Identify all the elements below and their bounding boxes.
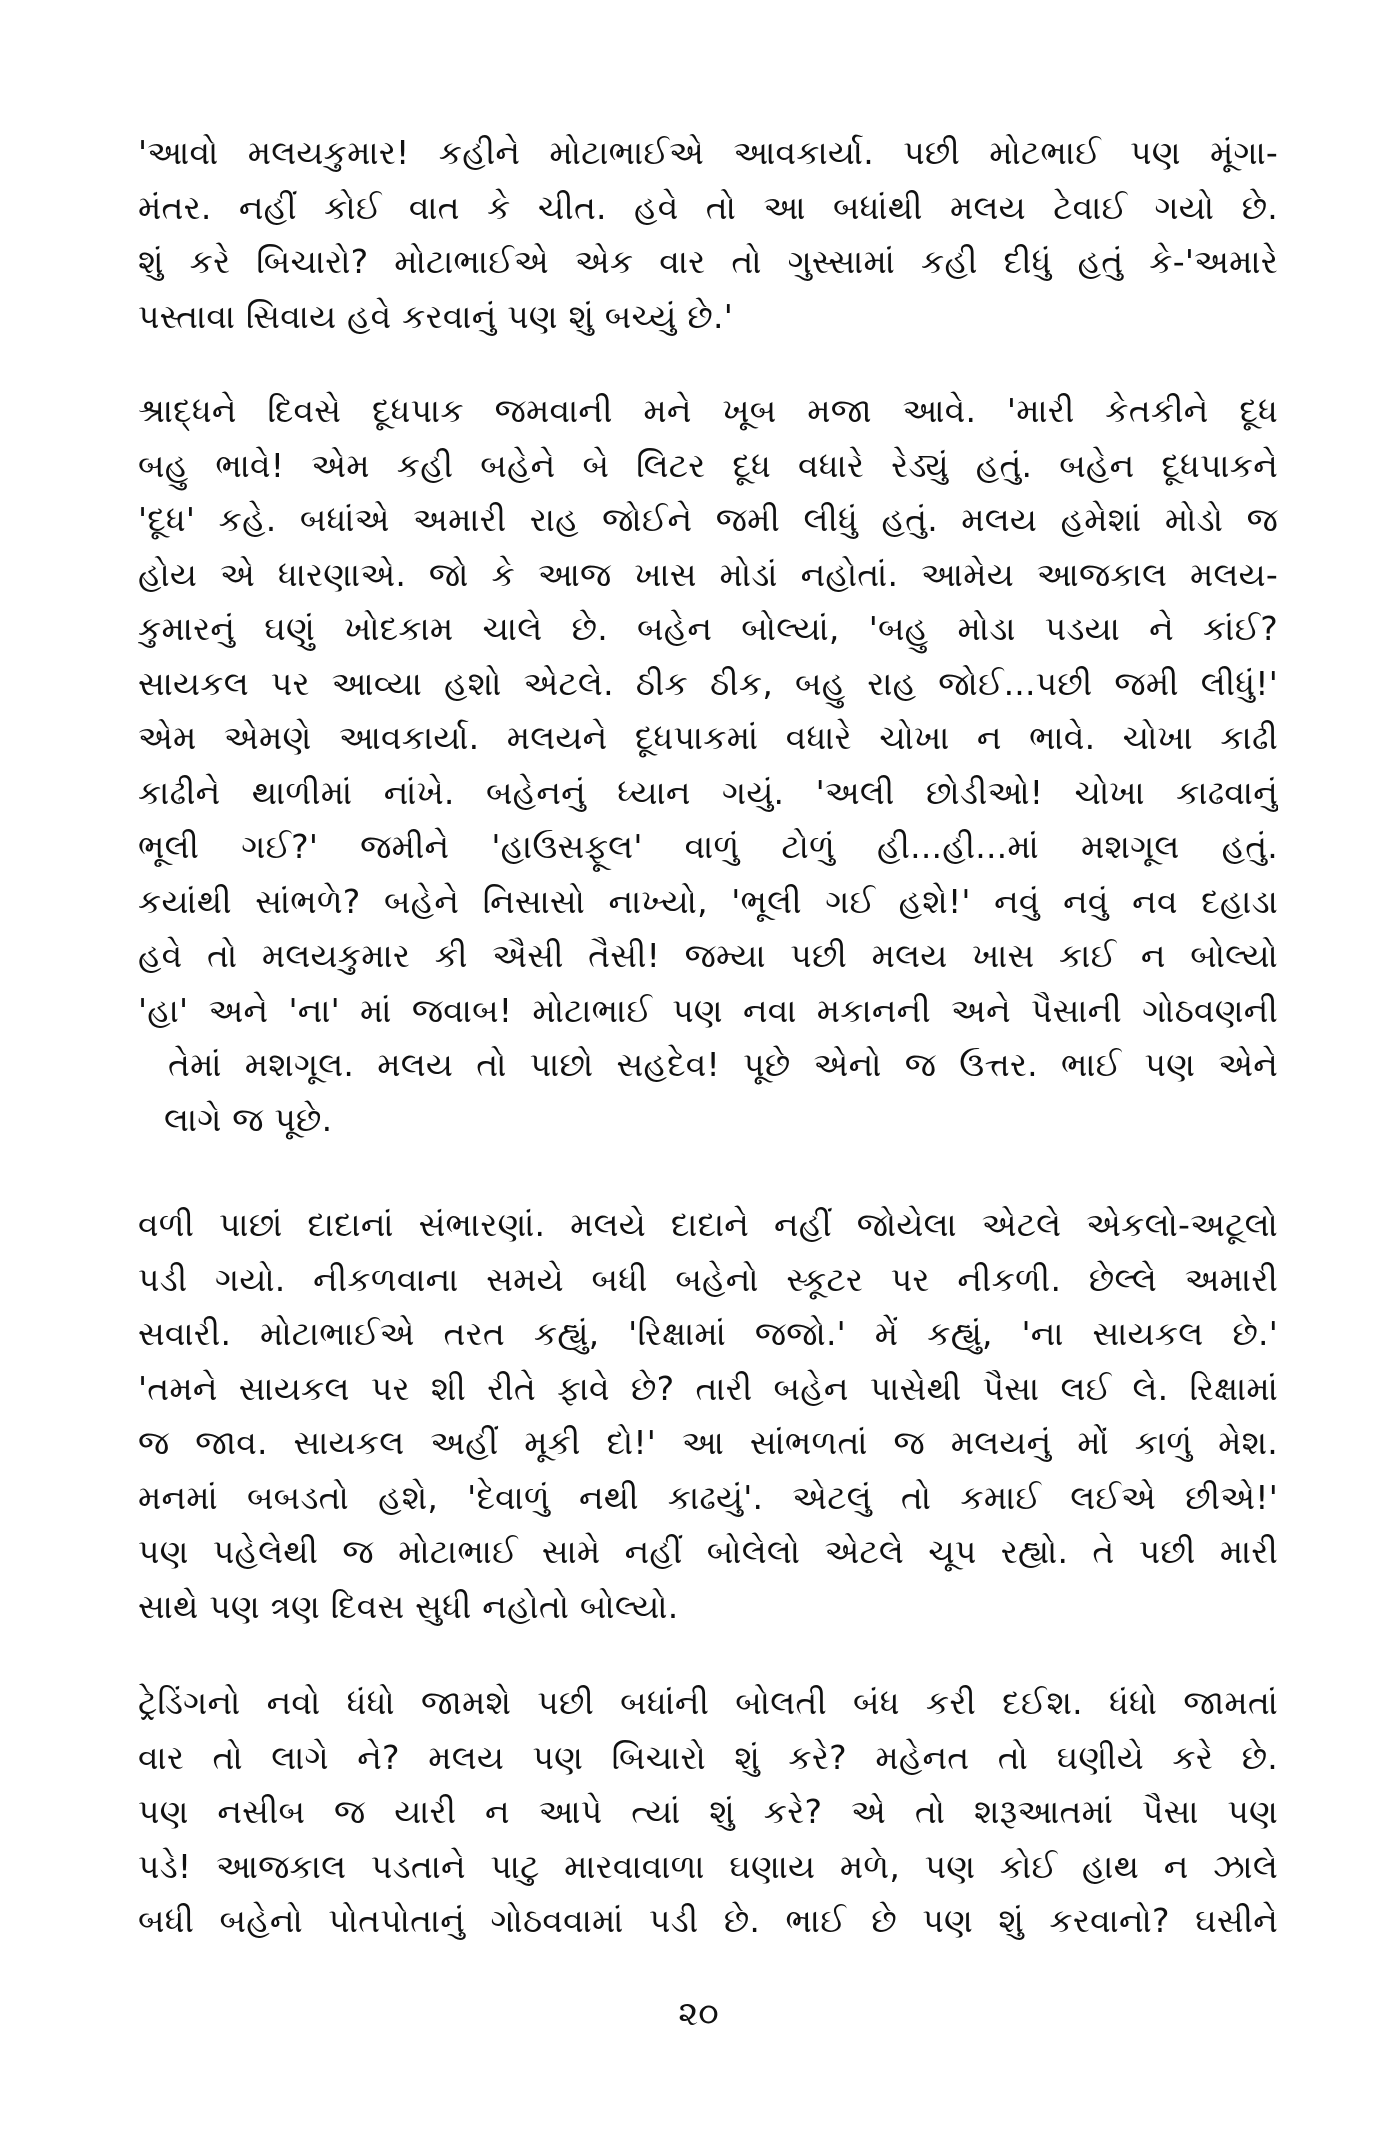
paragraph-3 <box>138 1198 1278 1634</box>
paragraph-line: 'હા' અને 'ના' માં જવાબ! મોટાભાઈ પણ નવા મકાનની અને પૈસાની ગોઠવણની <box>138 990 1278 1030</box>
paragraph-line: પણ પહેલેથી જ મોટાભાઈ સામે નહીં બોલેલો એટલે ચૂપ રહ્યો. તે પછી મારી <box>138 1532 1278 1571</box>
page-number: ૨૦ <box>678 1994 719 2034</box>
paragraph-line: પડે! આજકાલ પડતાને પાટુ મારવાવાળા ઘણાય મળે, પણ કોઈ હાથ ન ઝાલે <box>138 1846 1278 1886</box>
paragraph-line: 'દૂધ' કહે. બધાંએ અમારી રાહ જોઈને જમી લીધું હતું. મલય હમેશાં મોડો જ <box>138 500 1278 539</box>
paragraph-4 <box>138 1676 1278 1949</box>
paragraph-line: કુમારનું ઘણું ખોદકામ ચાલે છે. બહેન બોલ્યાં, 'બહુ મોડા પડયા ને કાંઈ? <box>138 609 1278 648</box>
paragraph-line: લાગે જ પૂછે. <box>164 1099 333 1139</box>
paragraph-line: વળી પાછાં દાદાનાં સંભારણાં. મલયે દાદાને નહીં જોયેલા એટલે એકલો-અટૂલો <box>138 1205 1278 1244</box>
paragraph-line: તેમાં મશગૂલ. મલય તો પાછો સહદેવ! પૂછે એનો જ ઉત્તર. ભાઈ પણ એને <box>168 1045 1278 1084</box>
paragraph-line: વાર તો લાગે ને? મલય પણ બિચારો શું કરે? મહેનત તો ઘણીયે કરે છે. <box>138 1737 1278 1777</box>
paragraph-1 <box>138 126 1278 344</box>
paragraph-line: શું કરે બિચારો? મોટાભાઈએ એક વાર તો ગુસ્સામાં કહી દીધું હતું કે-'અમારે <box>138 242 1278 281</box>
paragraph-line: મંતર. નહીં કોઈ વાત કે ચીત. હવે તો આ બધાંથી મલય ટેવાઈ ગયો છે. <box>138 187 1278 227</box>
paragraph-line: મનમાં બબડતો હશે, 'દેવાળું નથી કાઢયું'. એટલું તો કમાઈ લઈએ છીએ!' <box>138 1477 1278 1517</box>
paragraph-line: ટ્રેડિંગનો નવો ધંધો જામશે પછી બધાંની બોલતી બંધ કરી દઈશ. ધંધો જામતાં <box>138 1683 1278 1722</box>
paragraph-line: પડી ગયો. નીકળવાના સમયે બધી બહેનો સ્કૂટર પર નીકળી. છેલ્લે અમારી <box>138 1259 1278 1299</box>
paragraph-line: શ્રાદ્ધને દિવસે દૂધપાક જમવાની મને ખૂબ મજા આવે. 'મારી કેતકીને દૂધ <box>138 391 1278 430</box>
paragraph-line: પણ નસીબ જ યારી ન આપે ત્યાં શું કરે? એ તો શરૂઆતમાં પૈસા પણ <box>138 1792 1278 1831</box>
paragraph-line: હવે તો મલયકુમાર કી ઐસી તૈસી! જમ્યા પછી મલય ખાસ કાઈ ન બોલ્યો <box>138 936 1278 975</box>
paragraph-line: હોય એ ધારણાએ. જો કે આજ ખાસ મોડાં નહોતાં. આમેય આજકાલ મલય- <box>138 554 1278 594</box>
paragraph-line: 'તમને સાયકલ પર શી રીતે ફાવે છે? તારી બહેન પાસેથી પૈસા લઈ લે. રિક્ષામાં <box>138 1368 1278 1408</box>
paragraph-2 <box>138 384 1278 1147</box>
paragraph-line: સાથે પણ ત્રણ દિવસ સુધી નહોતો બોલ્યો. <box>138 1586 679 1626</box>
paragraph-line: કાઢીને થાળીમાં નાંખે. બહેનનું ધ્યાન ગયું. 'અલી છોડીઓ! ચોખા કાઢવાનું <box>138 772 1278 812</box>
paragraph-line: કયાંથી સાંભળે? બહેને નિસાસો નાખ્યો, 'ભૂલી ગઈ હશે!' નવું નવું નવ દહાડા <box>138 881 1278 921</box>
paragraph-line: ભૂલી ગઈ?' જમીને 'હાઉસફૂલ' વાળું ટોળું હી...હી...માં મશગૂલ હતું. <box>138 827 1278 866</box>
paragraph-line: બધી બહેનો પોતપોતાનું ગોઠવવામાં પડી છે. ભાઈ છે પણ શું કરવાનો? ઘસીને <box>138 1901 1278 1940</box>
paragraph-line: બહુ ભાવે! એમ કહી બહેને બે લિટર દૂધ વધારે રેડ્યું હતું. બહેન દૂધપાકને <box>138 445 1278 485</box>
paragraph-line: જ જાવ. સાયકલ અહીં મૂકી દો!' આ સાંભળતાં જ મલયનું મોં કાળું મેશ. <box>138 1423 1278 1462</box>
paragraph-line: પસ્તાવા સિવાય હવે કરવાનું પણ શું બચ્યું છે.' <box>138 296 733 336</box>
paragraph-line: સાયકલ પર આવ્યા હશો એટલે. ઠીક ઠીક, બહુ રાહ જોઈ...પછી જમી લીધું!' <box>138 663 1278 703</box>
paragraph-line: સવારી. મોટાભાઈએ તરત કહ્યું, 'રિક્ષામાં જજો.' મેં કહ્યું, 'ના સાયકલ છે.' <box>138 1314 1278 1353</box>
paragraph-line: એમ એમણે આવકાર્યા. મલયને દૂધપાકમાં વધારે ચોખા ન ભાવે. ચોખા કાઢી <box>138 718 1278 757</box>
paragraph-line: 'આવો મલયકુમાર! કહીને મોટાભાઈએ આવકાર્યા. પછી મોટભાઈ પણ મૂંગા- <box>138 133 1278 172</box>
